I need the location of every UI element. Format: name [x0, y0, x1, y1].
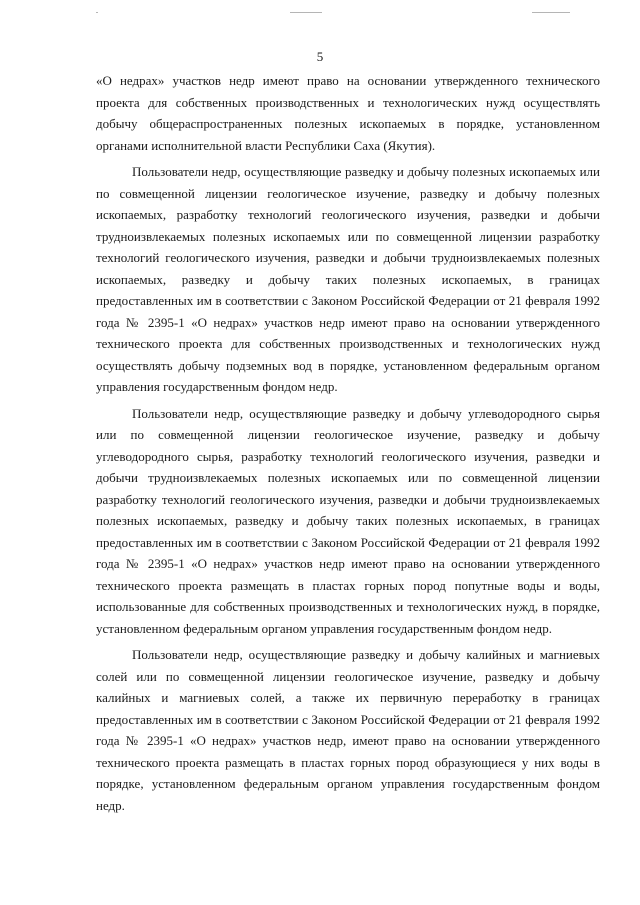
paragraph-groundwater: Пользователи недр, осуществляющие разведку и добычу полезных ископаемых или по совмещенной лицензии геологическое изучение, разведку и добычу полезных ископаемых, разработку технологий геологического изучения, разведки и добычи трудноизвлекаемых полезных ископаемых или по совмещенной лицензии разработку технологий геологического изучения, разведки и добычи трудноизвлекаемых полезных ископаемых, разведку и добычу таких полезных ископаемых, в границах предоставленных им в соответствии с Законом Российской Федерации от 21 февраля 1992 года № 2395-1 «О недрах» участков недр имеют право на основании утвержденного технического проекта для собственных производственных и технологических нужд осуществлять добычу подземных вод в порядке, установленном федеральным органом управления государственным фондом недр. [96, 164, 600, 394]
scan-artifact-right [532, 12, 570, 13]
scan-artifact-left [96, 12, 98, 13]
scan-artifact-center [290, 12, 322, 13]
page-number: 5 [316, 49, 324, 64]
document-body [96, 70, 600, 821]
paragraph-continuation: «О недрах» участков недр имеют право на основании утвержденного технического проекта для собственных производственных и технологических нужд осуществлять добычу общераспространенных полезных ископаемых в порядке, установленном органами исполнительной власти Республики Саха (Якутия). [96, 73, 600, 153]
paragraph-potassium-salts: Пользователи недр, осуществляющие разведку и добычу калийных и магниевых солей или по совмещенной лицензии геологическое изучение, разведку и добычу калийных и магниевых солей, а также их первичную переработку в границах предоставленных им в соответствии с Законом Российской Федерации от 21 февраля 1992 года № 2395-1 «О недрах» участков недр, имеют право на основании утвержденного технического проекта размещать в пластах горных пород образующиеся у них воды в порядке, установленном федеральным органом управления государственным фондом недр. [96, 647, 600, 813]
paragraph-hydrocarbons: Пользователи недр, осуществляющие разведку и добычу углеводородного сырья или по совмещенной лицензии геологическое изучение, разведку и добычу углеводородного сырья, разработку технологий геологического изучения, разведки и добычи трудноизвлекаемых полезных ископаемых или по совмещенной лицензии разработку технологий геологического изучения, разведки и добычи трудноизвлекаемых полезных ископаемых, разведку и добычу таких полезных ископаемых, в границах предоставленных им в соответствии с Законом Российской Федерации от 21 февраля 1992 года № 2395-1 «О недрах» участков недр имеют право на основании утвержденного технического проекта размещать в пластах горных пород попутные воды и воды, использованные для собственных производственных и технологических нужд, в порядке, установленном федеральным органом управления государственным фондом недр. [96, 405, 600, 636]
